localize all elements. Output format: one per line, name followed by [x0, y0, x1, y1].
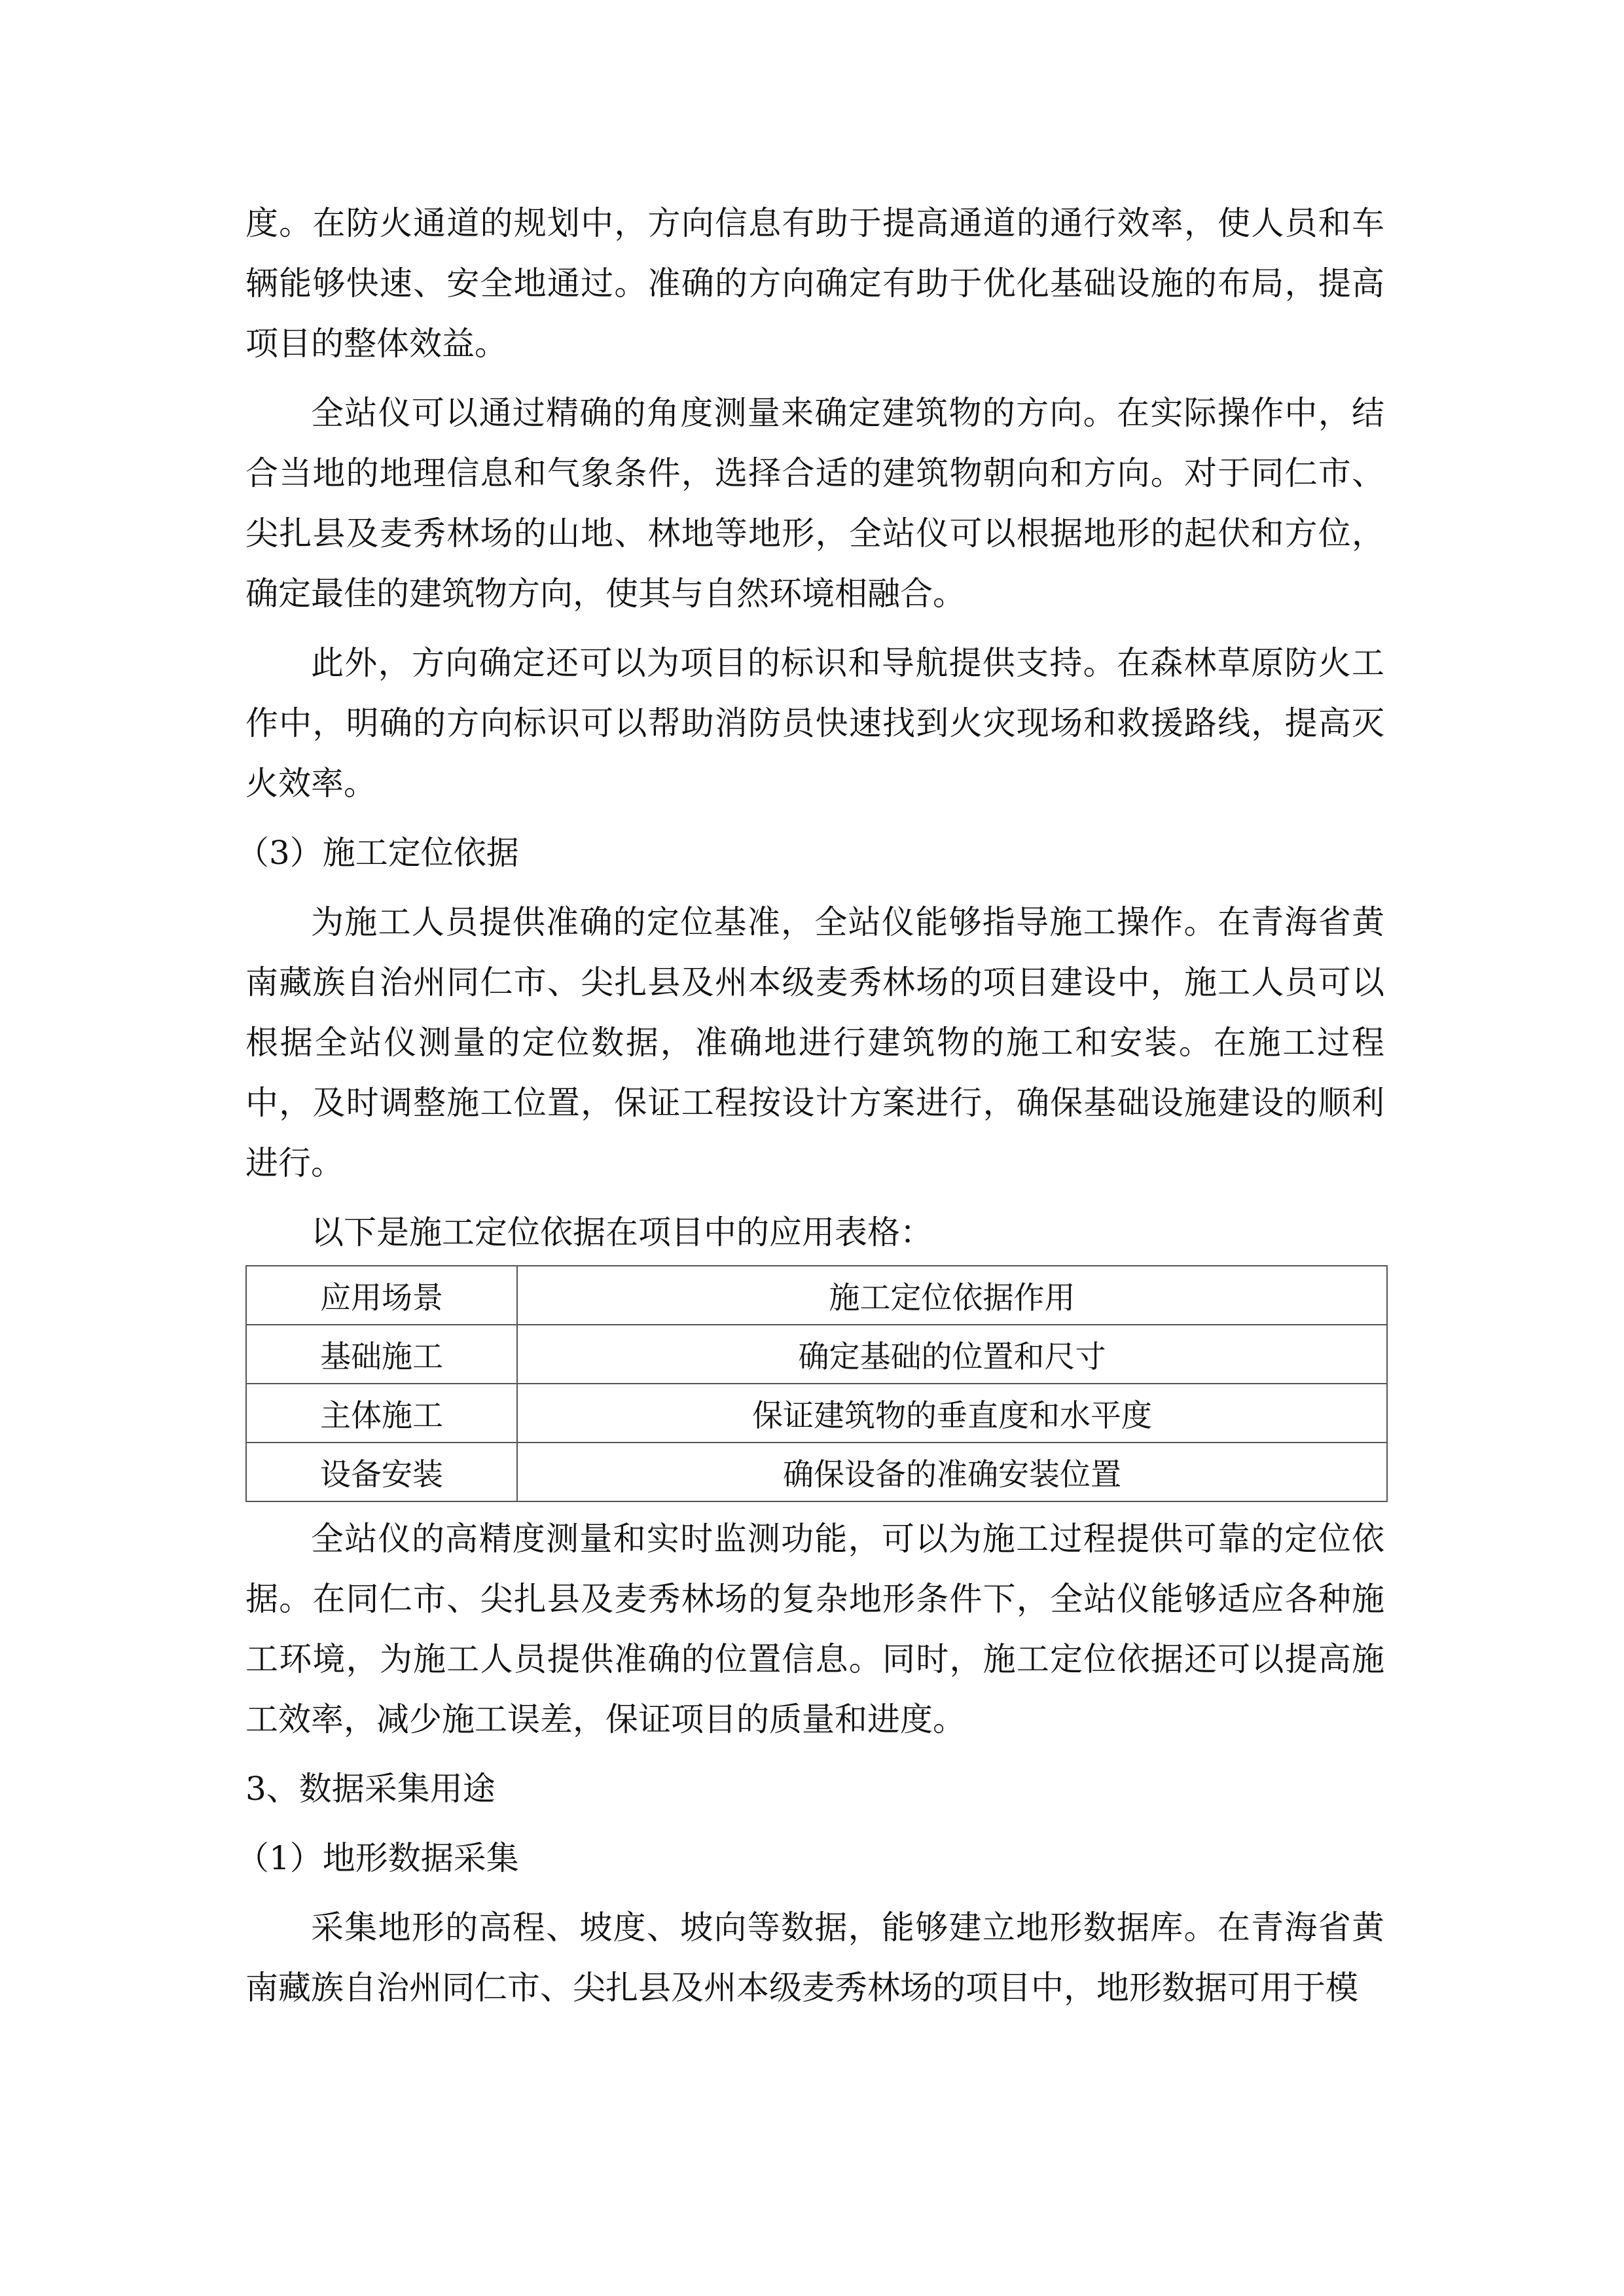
paragraph-construction-positioning: 为施工人员提供准确的定位基准，全站仪能够指导施工操作。在青海省黄南藏族自治州同仁市、尖扎县及州本级麦秀林场的项目建设中，施工人员可以根据全站仪测量的定位数据，准确地进行建筑物的施工和安装。在施工过程中，及时调整施工位置，保证工程按设计方案进行，确保基础设施建设的顺利进行。 [245, 903, 1384, 1182]
table-row [246, 1443, 1387, 1501]
table-intro: 以下是施工定位依据在项目中的应用表格： [311, 1213, 933, 1251]
table-header-row [246, 1266, 1387, 1325]
table-row [246, 1325, 1387, 1384]
table-cell-role: 确定基础的位置和尺寸 [517, 1325, 1387, 1384]
paragraph-direction-determination: 全站仪可以通过精确的角度测量来确定建筑物的方向。在实际操作中，结合当地的地理信息和气象条件，选择合适的建筑物朝向和方向。对于同仁市、尖扎县及麦秀林场的山地、林地等地形，全站仪可以根据地形的起伏和方位，确定最佳的建筑物方向，使其与自然环境相融合。 [245, 394, 1384, 613]
table-header-cell: 应用场景 [246, 1266, 517, 1325]
paragraph-navigation-support: 此外，方向确定还可以为项目的标识和导航提供支持。在森林草原防火工作中，明确的方向标识可以帮助消防员快速找到火灾现场和救援路线，提高灭火效率。 [245, 644, 1384, 802]
paragraph-after-table: 全站仪的高精度测量和实时监测功能，可以为施工过程提供可靠的定位依据。在同仁市、尖扎县及麦秀林场的复杂地形条件下，全站仪能够适应各种施工环境，为施工人员提供准确的位置信息。同时，施工定位依据还可以提高施工效率，减少施工误差，保证项目的质量和进度。 [245, 1520, 1384, 1738]
document-body [236, 193, 1384, 2027]
table-cell-role: 确保设备的准确安装位置 [517, 1443, 1387, 1501]
table-cell-role: 保证建筑物的垂直度和水平度 [517, 1384, 1387, 1443]
section-heading-construction-positioning: （3）施工定位依据 [236, 834, 519, 872]
application-table [245, 1265, 1388, 1502]
subsection-heading-terrain-data: （1）地形数据采集 [236, 1839, 519, 1877]
table-cell-scenario: 主体施工 [246, 1384, 517, 1443]
paragraph-terrain-data: 采集地形的高程、坡度、坡向等数据，能够建立地形数据库。在青海省黄南藏族自治州同仁市、尖扎县及州本级麦秀林场的项目中，地形数据可用于模 [245, 1909, 1384, 2007]
paragraph-continuation: 度。在防火通道的规划中，方向信息有助于提高通道的通行效率，使人员和车辆能够快速、安全地通过。准确的方向确定有助于优化基础设施的布局，提高项目的整体效益。 [245, 204, 1384, 363]
table-header-cell: 施工定位依据作用 [517, 1266, 1387, 1325]
section-heading-data-collection: 3、数据采集用途 [245, 1770, 496, 1808]
table-cell-scenario: 设备安装 [246, 1443, 517, 1501]
table-row [246, 1384, 1387, 1443]
table-cell-scenario: 基础施工 [246, 1325, 517, 1384]
